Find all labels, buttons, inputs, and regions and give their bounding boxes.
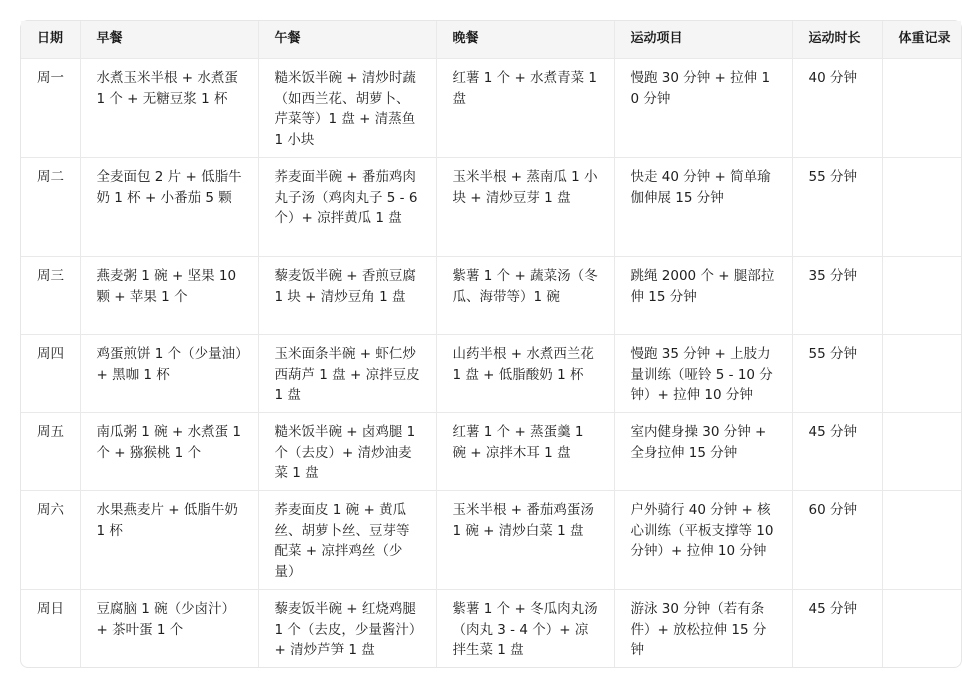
header-exercise: 运动项目	[614, 21, 792, 59]
header-date: 日期	[21, 21, 80, 59]
table-body	[21, 59, 961, 668]
header-weight: 体重记录	[882, 21, 961, 59]
cell-breakfast: 水果燕麦片 + 低脂牛奶 1 杯	[80, 491, 258, 590]
header-lunch: 午餐	[258, 21, 436, 59]
header-dinner: 晚餐	[436, 21, 614, 59]
cell-day: 周二	[21, 158, 80, 257]
cell-duration: 45 分钟	[792, 590, 882, 668]
cell-dinner: 红薯 1 个 + 水煮青菜 1 盘	[436, 59, 614, 158]
header-duration: 运动时长	[792, 21, 882, 59]
cell-day: 周三	[21, 257, 80, 335]
cell-breakfast: 南瓜粥 1 碗 + 水煮蛋 1 个 + 猕猴桃 1 个	[80, 413, 258, 491]
cell-dinner: 玉米半根 + 蒸南瓜 1 小块 + 清炒豆芽 1 盘	[436, 158, 614, 257]
cell-exercise: 户外骑行 40 分钟 + 核心训练（平板支撑等 10 分钟）+ 拉伸 10 分钟	[614, 491, 792, 590]
cell-breakfast: 燕麦粥 1 碗 + 坚果 10 颗 + 苹果 1 个	[80, 257, 258, 335]
header-row	[21, 21, 961, 59]
cell-duration: 40 分钟	[792, 59, 882, 158]
cell-weight	[882, 590, 961, 668]
cell-lunch: 糙米饭半碗 + 清炒时蔬（如西兰花、胡萝卜、芹菜等）1 盘 + 清蒸鱼 1 小块	[258, 59, 436, 158]
table-row	[21, 335, 961, 413]
table-row	[21, 491, 961, 590]
cell-lunch: 糙米饭半碗 + 卤鸡腿 1 个（去皮）+ 清炒油麦菜 1 盘	[258, 413, 436, 491]
cell-exercise: 慢跑 30 分钟 + 拉伸 10 分钟	[614, 59, 792, 158]
cell-duration: 45 分钟	[792, 413, 882, 491]
table-header	[21, 21, 961, 59]
cell-lunch: 荞麦面半碗 + 番茄鸡肉丸子汤（鸡肉丸子 5 - 6 个）+ 凉拌黄瓜 1 盘	[258, 158, 436, 257]
cell-duration: 55 分钟	[792, 335, 882, 413]
cell-duration: 35 分钟	[792, 257, 882, 335]
cell-dinner: 红薯 1 个 + 蒸蛋羹 1 碗 + 凉拌木耳 1 盘	[436, 413, 614, 491]
cell-breakfast: 水煮玉米半根 + 水煮蛋 1 个 + 无糖豆浆 1 杯	[80, 59, 258, 158]
cell-weight	[882, 257, 961, 335]
cell-weight	[882, 335, 961, 413]
header-breakfast: 早餐	[80, 21, 258, 59]
cell-day: 周五	[21, 413, 80, 491]
cell-lunch: 玉米面条半碗 + 虾仁炒西葫芦 1 盘 + 凉拌豆皮 1 盘	[258, 335, 436, 413]
cell-dinner: 玉米半根 + 番茄鸡蛋汤 1 碗 + 清炒白菜 1 盘	[436, 491, 614, 590]
cell-day: 周四	[21, 335, 80, 413]
table-row	[21, 413, 961, 491]
cell-weight	[882, 491, 961, 590]
cell-exercise: 快走 40 分钟 + 简单瑜伽伸展 15 分钟	[614, 158, 792, 257]
cell-breakfast: 豆腐脑 1 碗（少卤汁）+ 茶叶蛋 1 个	[80, 590, 258, 668]
cell-dinner: 紫薯 1 个 + 冬瓜肉丸汤（肉丸 3 - 4 个）+ 凉拌生菜 1 盘	[436, 590, 614, 668]
cell-breakfast: 全麦面包 2 片 + 低脂牛奶 1 杯 + 小番茄 5 颗	[80, 158, 258, 257]
meal-exercise-table	[21, 21, 961, 667]
table-row	[21, 257, 961, 335]
table-row	[21, 59, 961, 158]
cell-duration: 55 分钟	[792, 158, 882, 257]
cell-duration: 60 分钟	[792, 491, 882, 590]
meal-exercise-table-container	[20, 20, 962, 668]
cell-lunch: 藜麦饭半碗 + 香煎豆腐 1 块 + 清炒豆角 1 盘	[258, 257, 436, 335]
cell-weight	[882, 59, 961, 158]
cell-exercise: 室内健身操 30 分钟 + 全身拉伸 15 分钟	[614, 413, 792, 491]
cell-dinner: 山药半根 + 水煮西兰花 1 盘 + 低脂酸奶 1 杯	[436, 335, 614, 413]
cell-dinner: 紫薯 1 个 + 蔬菜汤（冬瓜、海带等）1 碗	[436, 257, 614, 335]
table-row	[21, 158, 961, 257]
cell-day: 周六	[21, 491, 80, 590]
cell-weight	[882, 413, 961, 491]
table-row	[21, 590, 961, 668]
cell-weight	[882, 158, 961, 257]
cell-lunch: 藜麦饭半碗 + 红烧鸡腿 1 个（去皮，少量酱汁）+ 清炒芦笋 1 盘	[258, 590, 436, 668]
cell-breakfast: 鸡蛋煎饼 1 个（少量油）+ 黑咖 1 杯	[80, 335, 258, 413]
cell-exercise: 慢跑 35 分钟 + 上肢力量训练（哑铃 5 - 10 分钟）+ 拉伸 10 分钟	[614, 335, 792, 413]
cell-lunch: 荞麦面皮 1 碗 + 黄瓜丝、胡萝卜丝、豆芽等配菜 + 凉拌鸡丝（少量）	[258, 491, 436, 590]
cell-day: 周日	[21, 590, 80, 668]
cell-day: 周一	[21, 59, 80, 158]
cell-exercise: 跳绳 2000 个 + 腿部拉伸 15 分钟	[614, 257, 792, 335]
cell-exercise: 游泳 30 分钟（若有条件）+ 放松拉伸 15 分钟	[614, 590, 792, 668]
